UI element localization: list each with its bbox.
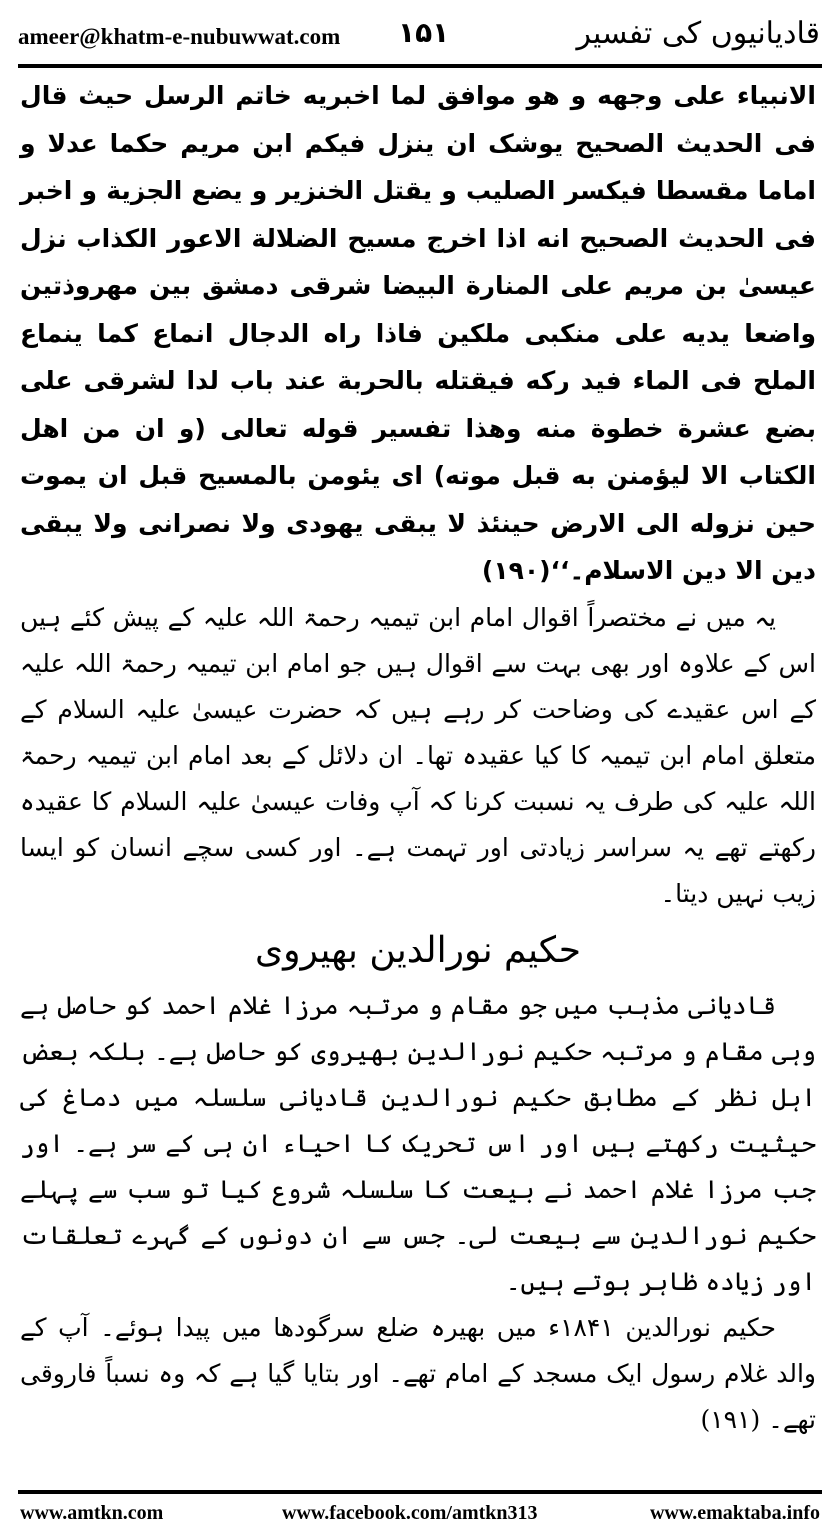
header-email: ameer@khatm-e-nubuwwat.com [18, 24, 341, 49]
page-body [20, 72, 816, 1443]
urdu-paragraph-1: یہ میں نے مختصراً اقوال امام ابن تیمیہ رحمۃ اللہ علیہ کے پیش کئے ہیں اس کے علاوہ اور بھی بہت سے اقوال ہیں جو امام ابن تیمیہ رحمۃ اللہ علیہ کے اس عقیدے کی وضاحت کر رہے ہیں کہ حضرت عیسیٰ علیہ السلام کے متعلق امام ابن تیمیہ کا کیا عقیدہ تھا۔ ان دلائل کے بعد امام ابن تیمیہ رحمۃ اللہ علیہ کی طرف یہ نسبت کرنا کہ آپ وفات عیسیٰ علیہ السلام کا عقیدہ رکھتے تھے یہ سراسر زیادتی اور تہمت ہے۔ اور کسی سچے انسان کو ایسا زیب نہیں دیتا۔ [20, 602, 816, 908]
section-heading: حکیم نورالدین بھیروی [254, 929, 582, 971]
footer-rule [18, 1490, 822, 1494]
footer-link-amtkn[interactable]: www.amtkn.com [20, 1502, 164, 1524]
header-rule [18, 64, 822, 68]
page-header [18, 10, 822, 58]
arabic-quote-paragraph: الانبیاء علی وجهه و هو موافق لما اخبریه خاتم الرسل حیث قال فی الحدیث الصحیح یوشک ان ینزل فیکم ابن مریم حکما عدلا و اماما مقسطا فیکسر الصلیب و یقتل الخنزیر و یضع الجزیة و اخبر فی الحدیث الصحیح انه اذا اخرج مسیح الضلالة الاعور الکذاب نزل عیسیٰ بن مریم علی المنارة البیضا شرقی دمشق بین مهروذتین واضعا یدیه علی منکبی ملکین فاذا راه الدجال انماع کما ینماع الملح فی الماء فید رکه فیقتله بالحربة عند باب لدا لشرقی علی بضع عشرة خطوة منه وهذا تفسیر قوله تعالی (و ان من اهل الکتاب الا لیؤمنن به قبل موته) ای یئومن بالمسیح قبل ان یموت حین نزوله الی الارض حینئذ لا یبقی یهودی ولا نصرانی ولا یبقی دین الا دین الاسلام۔‘‘(۱۹۰) [20, 81, 816, 585]
page-number: ۱۵۱ [398, 16, 450, 49]
urdu-paragraph-2: قادیانی مذہب میں جو مقام و مرتبہ مرزا غلام احمد کو حاصل ہے وہی مقام و مرتبہ حکیم نورالدین بھیروی کو حاصل ہے۔ بلکہ بعض اہل نظر کے مطابق حکیم نورالدین قادیانی سلسلہ میں دماغ کی حیثیت رکھتے ہیں اور اس تحریک کا احیاء ان ہی کے سر ہے۔ اور جب مرزا غلام احمد نے بیعت کا سلسلہ شروع کیا تو سب سے پہلے حکیم نورالدین سے بیعت لی۔ جس سے ان دونوں کے گہرے تعلقات اور زیادہ ظاہر ہوتے ہیں۔ [20, 990, 816, 1296]
book-title: قادیانیوں کی تفسیر [576, 16, 820, 51]
footer-link-emaktaba[interactable]: www.emaktaba.info [649, 1502, 820, 1524]
page-footer [20, 1502, 820, 1532]
urdu-paragraph-3: حکیم نورالدین ۱۸۴۱ء میں بھیرہ ضلع سرگودھا میں پیدا ہوئے۔ آپ کے والد غلام رسول ایک مسجد کے امام تھے۔ اور بتایا گیا ہے کہ وہ نسباً فاروقی تھے۔ (۱۹۱) [20, 1312, 816, 1434]
footer-link-facebook[interactable]: www.facebook.com/amtkn313 [282, 1502, 538, 1524]
